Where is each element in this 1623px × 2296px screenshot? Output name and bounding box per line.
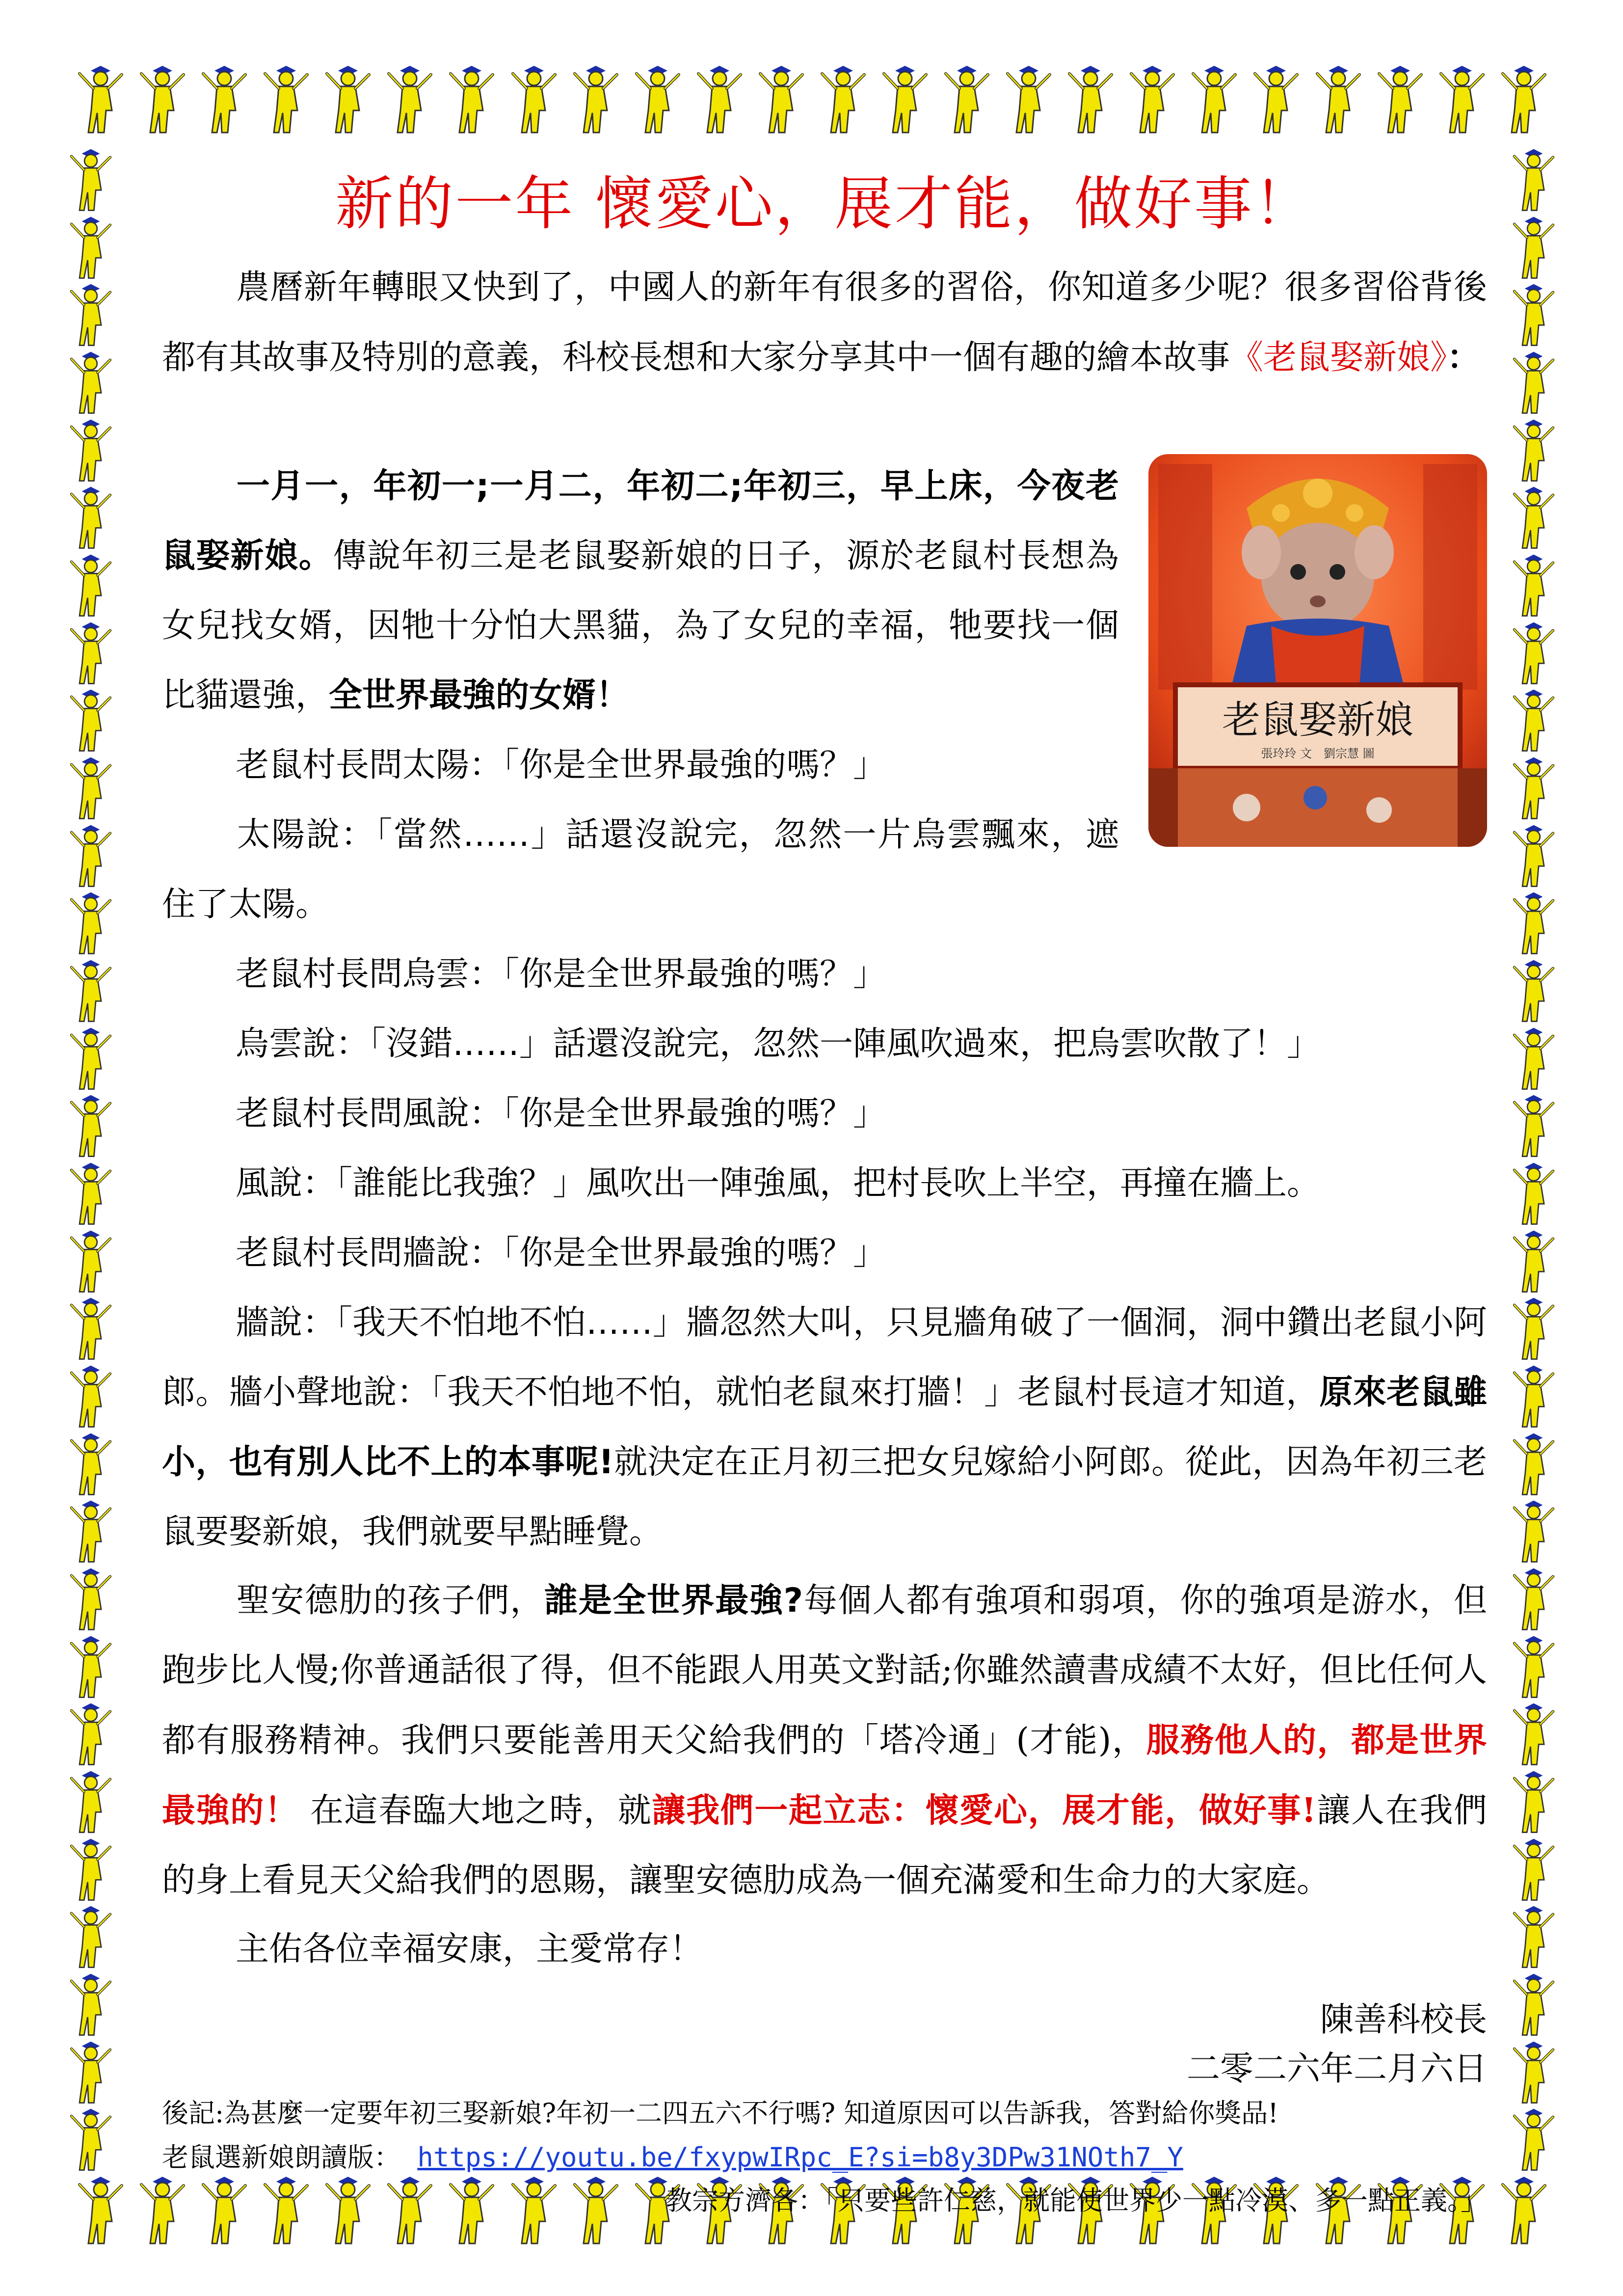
story-line: 風說：「誰能比我強？」風吹出一陣強風，把村長吹上半空，再撞在牆上。 [236,1164,1321,1203]
rhyme-text: 一月一，年初一;一月二，年初二;年初三，早上床，今夜老鼠娶新娘。 [162,467,1119,575]
border-kid-figure [64,1026,118,1094]
border-kid-figure [1507,1499,1561,1567]
border-kid-figure [197,2175,251,2248]
border-kid-figure [1507,215,1561,283]
border-kid-figure [64,418,118,486]
pope-quote: 教宗方濟各：「只要些許仁慈，就能使世界少一點冷漠、多一點正義。」 [665,2185,1487,2216]
book-cover-credits: 張玲玲 文 劉宗慧 圖 [1261,747,1375,760]
intro-paragraph [162,253,1487,393]
story-line: 老鼠村長問風說：「你是全世界最強的嗎？」 [236,1094,887,1133]
border-kid-figure [445,64,499,137]
story-line: 太陽說：「當然……」話還沒說完，忽然一片烏雲飄來，遮住了太陽。 [162,815,1119,924]
top-border [74,59,1551,142]
border-kid-figure [259,64,313,137]
story-line: 老鼠村長問烏雲：「你是全世界最強的嗎？」 [236,955,887,994]
border-kid-figure [259,2175,313,2248]
letter-page [162,147,1488,2216]
border-kid-figure [1507,147,1561,215]
border-kid-figure [64,823,118,891]
border-kid-figure [64,215,118,283]
border-kid-figure [1507,1296,1561,1364]
border-kid-figure [1507,621,1561,688]
border-kid-figure [64,958,118,1026]
border-kid-figure [1125,64,1179,137]
border-kid-figure [1507,1364,1561,1432]
border-kid-figure [64,756,118,823]
border-kid-figure [1507,1161,1561,1229]
letter-title: 新的一年 懷愛心，展才能，做好事！ [335,170,1314,238]
border-kid-figure [321,2175,375,2248]
border-kid-figure [1507,485,1561,553]
border-kid-figure [1064,64,1117,137]
story-ending: 牆說：「我天不怕地不怕……」牆忽然大叫，只見牆角破了一個洞，洞中鑽出老鼠小阿郎。牆小聲地說：「我天不怕地不怕，就怕老鼠來打牆！」老鼠村長這才知道，原來老鼠雖小，也有別人比不上的本事呢!就決定在正月初三把女兒嫁給小阿郎。從此，因為年初三老鼠要娶新娘，我們就要早點睡覺。 [162,1303,1488,1551]
border-kid-figure [1497,2175,1551,2248]
border-kid-figure [940,64,994,137]
border-kid-figure [1373,64,1427,137]
border-kid-figure [1507,282,1561,350]
border-kid-figure [1249,64,1303,137]
border-kid-figure [64,2107,118,2175]
border-kid-figure [64,1904,118,1972]
border-kid-figure [64,1837,118,1905]
border-kid-figure [64,1702,118,1769]
border-kid-figure [1507,1567,1561,1634]
border-kid-figure [1507,1837,1561,1905]
border-kid-figure [1507,553,1561,621]
border-kid-figure [74,2175,128,2248]
intro-colon: ： [1447,338,1481,377]
border-kid-figure [64,1634,118,1702]
border-kid-figure [1507,1769,1561,1837]
border-kid-figure [1507,2040,1561,2107]
border-kid-figure [569,2175,623,2248]
strongest-text: 全世界最強的女婿！ [329,676,630,715]
border-kid-figure [878,64,932,137]
border-kid-figure [64,1296,118,1364]
book-title-ref: 《老鼠娶新娘》 [1230,338,1447,377]
story-line: 烏雲說：「沒錯……」話還沒說完，忽然一陣風吹過來，把烏雲吹散了！」 [236,1025,1321,1063]
border-kid-figure [1507,1026,1561,1094]
border-kid-figure [64,485,118,553]
border-kid-figure [135,2175,189,2248]
border-kid-figure [692,64,746,137]
letter-date: 二零二六年二月六日 [1186,2050,1487,2088]
border-kid-figure [507,2175,561,2248]
book-cover-title: 老鼠娶新娘 [1222,698,1414,742]
border-kid-figure [445,2175,499,2248]
right-border [1497,147,1570,2175]
book-cover-image [1148,454,1487,847]
border-kid-figure [816,64,870,137]
signature: 陳善科校長 [1320,2000,1487,2039]
border-kid-figure [1497,64,1551,137]
reading-line [162,2135,1183,2180]
border-kid-figure [1507,1093,1561,1161]
border-kid-figure [1311,64,1365,137]
border-kid-figure [754,64,808,137]
border-kid-figure [64,553,118,621]
border-kid-figure [1507,1972,1561,2040]
border-kid-figure [1435,64,1489,137]
border-kid-figure [631,64,685,137]
border-kid-figure [64,1769,118,1837]
border-kid-figure [1507,350,1561,418]
border-kid-figure [1507,958,1561,1026]
border-kid-figure [64,1432,118,1499]
border-kid-figure [64,147,118,215]
border-kid-figure [64,350,118,418]
border-kid-figure [64,1364,118,1432]
story-opening [162,452,1119,730]
border-kid-figure [64,1229,118,1297]
border-kid-figure [64,621,118,688]
border-kid-figure [74,64,128,137]
border-kid-figure [507,64,561,137]
border-kid-figure [64,1093,118,1161]
reading-label: 老鼠選新娘朗讀版： [162,2142,400,2173]
border-kid-figure [64,1972,118,2040]
border-kid-figure [383,2175,437,2248]
left-border [54,147,128,2175]
border-kid-figure [569,64,623,137]
story-intro-text: 傳說年初三是老鼠娶新娘的日子，源於老鼠村長想為女兒找女婿，因牠十分怕大黑貓，為了女兒的幸福，牠要找一個比貓還強， [162,537,1119,715]
border-kid-figure [321,64,375,137]
reading-link[interactable]: https://youtu.be/fxypwIRpc_E?si=b8y3DPw31NOth7_Y [417,2142,1183,2173]
border-kid-figure [64,1567,118,1634]
postscript: 後記:為甚麼一定要年初三娶新娘?年初一二四五六不行嗎? 知道原因可以告訴我，答對給你獎品! [162,2098,1278,2129]
border-kid-figure [1507,1634,1561,1702]
border-kid-figure [1507,1432,1561,1499]
border-kid-figure [1507,688,1561,756]
border-kid-figure [64,891,118,958]
story-line: 老鼠村長問太陽：「你是全世界最強的嗎？」 [236,746,887,784]
border-kid-figure [1507,756,1561,823]
border-kid-figure [383,64,437,137]
border-kid-figure [1507,891,1561,958]
border-kid-figure [1507,1229,1561,1297]
border-kid-figure [197,64,251,137]
blessing: 主佑各位幸福安康，主愛常存！ [236,1930,703,1969]
border-kid-figure [64,282,118,350]
border-kid-figure [1507,823,1561,891]
border-kid-figure [1002,64,1056,137]
border-kid-figure [1507,1904,1561,1972]
story-line: 老鼠村長問牆說：「你是全世界最強的嗎？」 [236,1234,887,1272]
closing-paragraph: 聖安德肋的孩子們，誰是全世界最強?每個人都有強項和弱項，你的強項是游水，但跑步比人慢;你普通話很了得，但不能跟人用英文對話;你雖然讀書成績不太好，但比任何人都有服務精神。我們只要能善用天父給我們的「塔冷通」(才能)，服務他人的，都是世界最強的！ 在這春臨大地之時，就讓我們一起立志：懷愛心，展才能，做好事!讓人在我們的身上看見天父給我們的恩賜，讓聖安德肋成為一個充滿愛和生命力的大家庭。 [162,1581,1487,1900]
border-kid-figure [64,1499,118,1567]
border-kid-figure [64,688,118,756]
border-kid-figure [1187,64,1241,137]
border-kid-figure [1507,1702,1561,1769]
border-kid-figure [135,64,189,137]
border-kid-figure [1507,418,1561,486]
border-kid-figure [64,1161,118,1229]
border-kid-figure [64,2040,118,2107]
intro-text: 農曆新年轉眼又快到了，中國人的新年有很多的習俗，你知道多少呢？很多習俗背後都有其故事及特別的意義，科校長想和大家分享其中一個有趣的繪本故事 [162,268,1487,377]
border-kid-figure [1507,2107,1561,2175]
